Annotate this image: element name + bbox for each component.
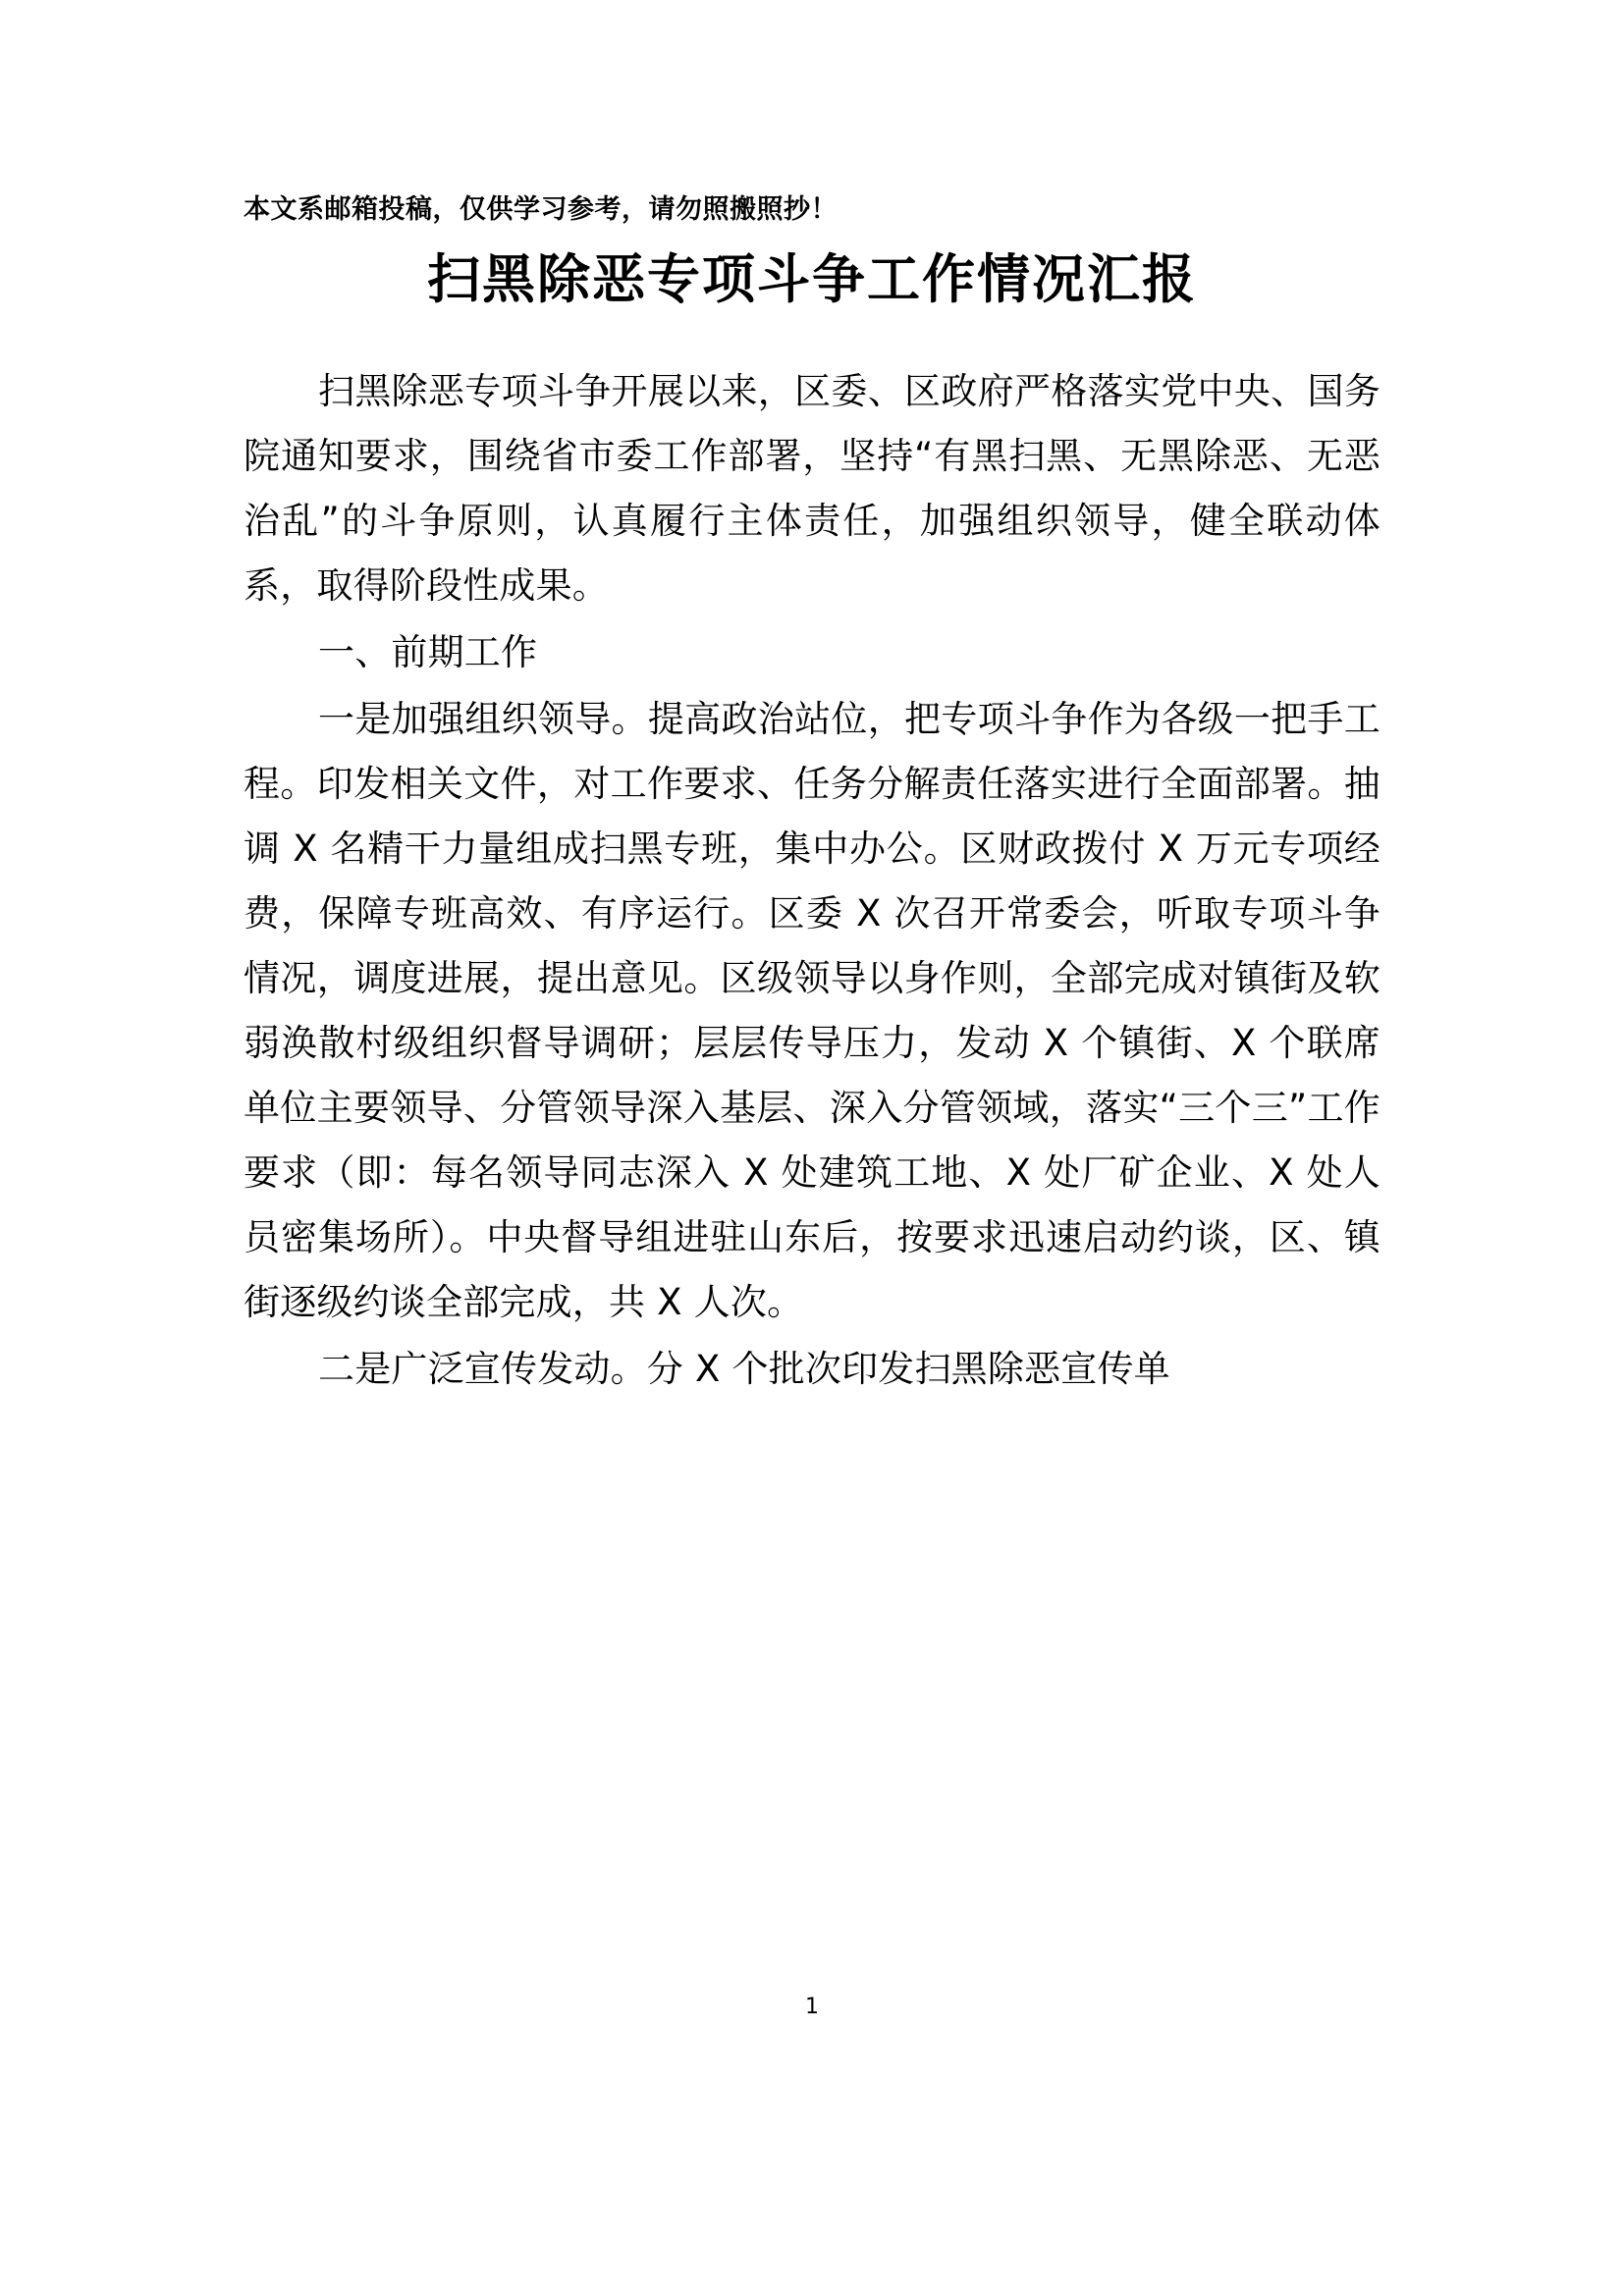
document-body [244,192,1380,1402]
paragraph-item-two: 二是广泛宣传发动。分 X 个批次印发扫黑除恶宣传单 [318,1347,1170,1390]
section-heading-one: 一、前期工作 [318,630,538,673]
paragraph-intro: 扫黑除恶专项斗争开展以来，区委、区政府严格落实党中央、国务院通知要求，围绕省市委工作部署，坚持“有黑扫黑、无黑除恶、无恶治乱”的斗争原则，认真履行主体责任，加强组织领导，健全联动体系，取得阶段性成果。 [244,369,1380,607]
page-title: 扫黑除恶专项斗争工作情况汇报 [427,248,1197,311]
paragraph-item-one: 一是加强组织领导。提高政治站位，把专项斗争作为各级一把手工程。印发相关文件，对工作要求、任务分解责任落实进行全面部署。抽调 X 名精干力量组成扫黑专班，集中办公。区财政拨付 X 万元专项经费，保障专班高效、有序运行。区委 X 次召开常委会，听取专项斗争情况，调度进展，提出意见。区级领导以身作则，全部完成对镇街及软弱涣散村级组织督导调研；层层传导压力，发动 X 个镇街、X 个联席单位主要领导、分管领导深入基层、深入分管领域，落实“三个三”工作要求（即：每名领导同志深入 X 处建筑工地、X 处厂矿企业、X 处人员密集场所）。中央督导组进驻山东后，按要求迅速启动约谈，区、镇街逐级约谈全部完成，共 X 人次。 [244,697,1380,1323]
submission-notice: 本文系邮箱投稿，仅供学习参考，请勿照搬照抄！ [244,194,838,225]
page-number: 1 [805,1995,819,2019]
